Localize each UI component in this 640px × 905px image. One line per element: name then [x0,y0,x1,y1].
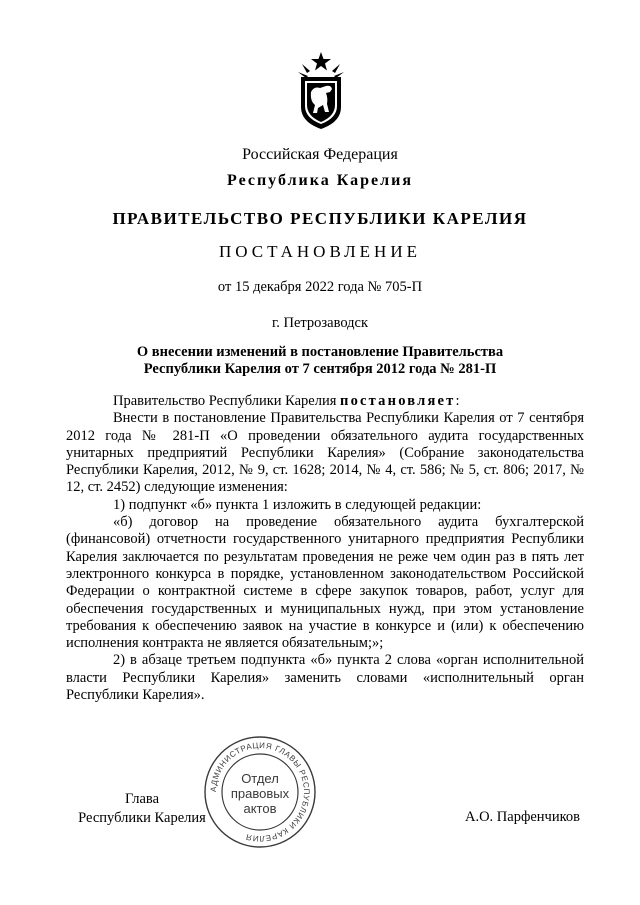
document-date-number: от 15 декабря 2022 года № 705-П [217,279,423,295]
stamp-line-2: правовых [230,786,290,801]
item-2: 2) в абзаце третьем подпункта «б» пункта 2 слова «орган исполнительной власти Республики Карелия» заменить словами «исполнительный орган Республики Карелия». [66,652,584,704]
item-1: 1) подпункт «б» пункта 1 изложить в следующей редакции: [113,496,482,513]
subject-line-1: О внесении изменений в постановление Правительства [136,344,504,360]
stamp [203,735,317,849]
region-name: Республика Карелия [227,172,413,189]
paragraph-main: Внести в постановление Правительства Республики Карелия от 7 сентября 2012 года № 281-П «О проведении обязательного аудита государственных унитарных предприятий Республики Карелия» (Собрание законодательства Республики Карелия, 2012, № 9, ст. 1628; 2014, № 4, ст. 586; № 5, ст. 806; 2017, № 12, ст. 2452) следующие изменения: [66,410,584,496]
item-1-quote: «б) договор на проведение обязательного аудита бухгалтерской (финансовой) отчетности государственного унитарного предприятия Республики Карелия заключается по результатам проведения не реже чем один раз в пять лет электронного конкурса в порядке, установленном законодательством Российской Федерации о контрактной системе в сфере закупок товаров, работ, услуг для обеспечения государственных и муниципальных нужд, при этом установление требования к обеспечению заявок на участие в конкурсе и (или) к обеспечению исполнения контракта не является обязательным;»; [66,514,584,652]
signatory-title-line-1: Глава [124,791,160,807]
stamp-line-3: актов [243,801,277,816]
document-type: ПОСТАНОВЛЕНИЕ [218,242,421,261]
authority-name: ПРАВИТЕЛЬСТВО РЕСПУБЛИКИ КАРЕЛИЯ [112,209,528,228]
stamp-ring-text: АДМИНИСТРАЦИЯ ГЛАВЫ РЕСПУБЛИКИ КАРЕЛИЯ [208,740,312,844]
stamp-line-1: Отдел [241,771,279,786]
signatory-title-line-2: Республики Карелия [78,810,206,826]
document-body [66,393,584,704]
document-subject [0,344,640,378]
city: г. Петрозаводск [271,315,369,331]
intro-text: Правительство Республики Карелия [113,393,341,409]
signatory-title [72,790,212,828]
intro-colon: : [455,393,460,409]
intro-paragraph [66,393,584,410]
signatory-name: А.О. Парфенчиков [464,809,580,825]
intro-decree-word: постановляет [340,393,456,409]
country-name: Российская Федерация [242,146,398,163]
subject-line-2: Республики Карелия от 7 сентября 2012 года № 281-П [143,361,497,377]
karelia-coat-of-arms-icon [296,52,346,130]
